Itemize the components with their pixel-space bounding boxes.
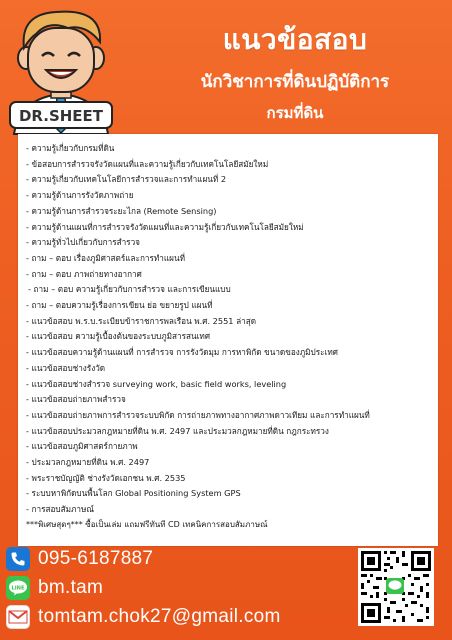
email-address[interactable]: tomtam.chok27@gmail.com: [38, 606, 281, 627]
bonus-note: ***พิเศษสุดๆ*** ซื้อเป็นเล่ม แถมฟรีทันที CD เทคนิคการสอบสัมภาษณ์: [26, 519, 268, 529]
list-item: - ถาม – ตอบ ความรู้เกี่ยวกับการสำรวจ และการเขียนแบบ: [28, 284, 231, 295]
list-item: - การสอบสัมภาษณ์: [26, 504, 95, 515]
list-item: - แนวข้อสอบประมวลกฎหมายที่ดิน พ.ศ. 2497 และประมวลกฎหมายที่ดิน กฎกระทรวง: [26, 425, 329, 436]
list-item: - ความรู้ด้านการรังวัดภาพถ่าย: [26, 190, 134, 201]
list-item: - แนวข้อสอบถ่ายภาพสำรวจ: [26, 394, 126, 405]
title-block: [150, 18, 440, 125]
list-item: - แนวข้อสอบช่างสำรวจ surveying work, basic field works, leveling: [26, 378, 287, 389]
list-item: - ความรู้ด้านแผนที่การสำรวจรังวัดแผนที่และความรู้เกี่ยวกับเทคโนโลยีสมัยใหม่: [26, 221, 304, 232]
list-item: - แนวข้อสอบความรู้ด้านแผนที่ การสำรวจ การรังวัดมุม การหาพิกัด ขนาดของภูมิประเทศ: [26, 347, 338, 358]
page-title: แนวข้อสอบ: [222, 23, 368, 56]
list-item: - ความรู้เกี่ยวกับเทคโนโลยีการสำรวจและการทำแผนที่ 2: [26, 174, 227, 185]
phone-number[interactable]: 095-6187887: [38, 548, 154, 569]
list-item: - ถาม – ตอบความรู้เรื่องการเขียน ย่อ ขยายรูป แผนที่: [26, 300, 213, 311]
position-title: นักวิชาการที่ดินปฏิบัติการ: [200, 72, 390, 92]
list-item: - แนวข้อสอบช่างรังวัด: [26, 362, 106, 373]
list-item: - ถาม – ตอบ ภาพถ่ายทางอากาศ: [26, 268, 142, 279]
list-item: - ข้อสอบการสำรวจรังวัดแผนที่และความรู้เกี่ยวกับเทคโนโลยีสมัยใหม่: [26, 158, 269, 169]
email-contact[interactable]: [6, 605, 281, 629]
list-item: - ถาม – ตอบ เรื่องภูมิศาสตร์และการทำแผนที่: [26, 252, 185, 263]
content-card: [18, 134, 438, 546]
line-icon: [6, 576, 30, 600]
list-item: - แนวข้อสอบภูมิศาสตร์กายภาพ: [26, 441, 138, 452]
gmail-icon: [6, 605, 30, 629]
list-item: - ระบบหาพิกัดบนพื้นโลก Global Positioning System GPS: [26, 488, 241, 499]
list-item: - ความรู้ทั่วไปเกี่ยวกับการสำรวจ: [26, 237, 140, 248]
dr-sheet-logo: [6, 6, 116, 136]
list-item: - แนวข้อสอบถ่ายภาพการสำรวจระบบพิกัด การถ่ายภาพทางอากาศภาพดาวเทียม และการทำแผนที่: [26, 409, 370, 420]
svg-text:LINE: LINE: [11, 585, 25, 592]
phone-contact[interactable]: [6, 547, 153, 571]
line-contact[interactable]: [6, 576, 103, 600]
list-item: - พระราชบัญญัติ ช่างรังวัดเอกชน พ.ศ. 2535: [26, 472, 186, 483]
list-item: - แนวข้อสอบ พ.ร.บ.ระเบียบข้าราชการพลเรือน พ.ศ. 2551 ล่าสุด: [26, 315, 257, 326]
header: [0, 0, 452, 145]
topic-list: [26, 141, 438, 518]
list-item: - ประมวลกฎหมายที่ดิน พ.ศ. 2497: [26, 457, 150, 468]
line-id[interactable]: bm.tam: [38, 577, 104, 598]
qr-code: [358, 548, 434, 626]
list-item: - ความรู้ด้านการสำรวจระยะไกล (Remote Sensing): [26, 205, 217, 216]
logo-text: DR.SHEET: [18, 107, 104, 125]
department-title: กรมที่ดิน: [266, 104, 324, 122]
list-item: - แนวข้อสอบ ความรู้เบื้องต้นของระบบภูมิสารสนเทศ: [26, 331, 211, 342]
list-item: - ความรู้เกี่ยวกับกรมที่ดิน: [26, 143, 115, 153]
phone-icon: [6, 547, 30, 571]
